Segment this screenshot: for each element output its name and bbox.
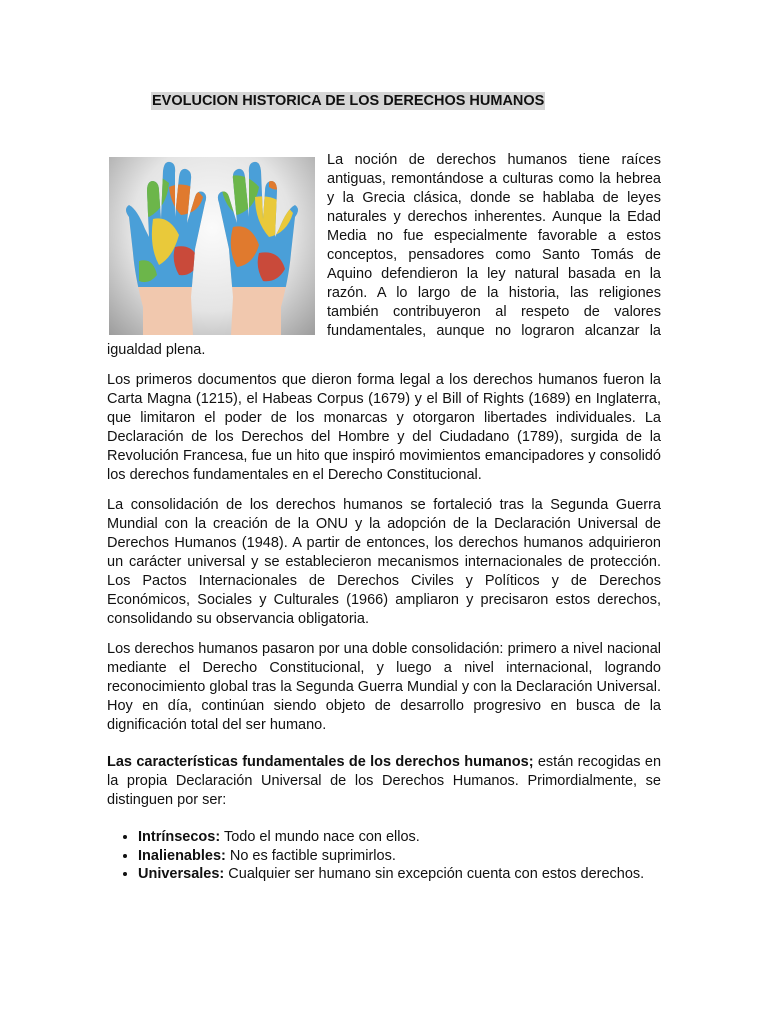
list-item-term: Inalienables: [138, 847, 226, 864]
characteristics-list [107, 828, 661, 884]
paragraph-documents: Los primeros documentos que dieron forma legal a los derechos humanos fueron la Carta Magna (1215), el Habeas Corpus (1679) y el Bill of Rights (1689) en Inglaterra, que limitaron el poder de los monarcas y otorgaron libertades individuales. La Declaración de los Derechos del Hombre y del Ciudadano (1789), surgida de la Revolución Francesa, fue un hito que inspiró movimientos emancipadores y consolidó los derechos fundamentales en el Derecho Constitucional. [107, 372, 661, 483]
list-item [138, 865, 661, 884]
characteristics-lead-rest: están recogidas en la propia Declaración Universal de los Derechos Humanos. Primordialmente, se distinguen por ser: [107, 754, 662, 808]
list-item-term: Intrínsecos: [138, 829, 221, 845]
paragraph-intro: La noción de derechos humanos tiene raíces antiguas, remontándose a culturas como la hebrea y la Grecia clásica, donde se hablaba de leyes naturales y derechos inherentes. Aunque la Edad Media no fue especialmente favorable a estos conceptos, pensadores como Santo Tomás de Aquino defendieron la ley natural basada en la razón. A lo largo de la historia, las religiones también contribuyeron al respeto de valores fundamentales, aunque no lograron alcanzar la igualdad plena. [107, 152, 661, 358]
hands-world-map-image [109, 157, 315, 335]
paragraph-double-consolidation: Los derechos humanos pasaron por una doble consolidación: primero a nivel nacional mediante el Derecho Constitucional, y luego a nivel internacional, logrando reconocimiento global tras la Segunda Guerra Mundial y con la Declaración Universal. Hoy en día, continúan siendo objeto de desarrollo progresivo en busca de la dignificación total del ser humano. [107, 641, 661, 733]
list-item-term: Universales: [138, 866, 225, 882]
document-body [107, 151, 661, 884]
list-item [138, 828, 661, 847]
characteristics-lead-bold: Las características fundamentales de los derechos humanos; [107, 754, 534, 770]
list-item-text: No es factible suprimirlos. [225, 847, 396, 864]
characteristics-lead [107, 753, 661, 810]
list-item [138, 847, 661, 866]
document-title: EVOLUCION HISTORICA DE LOS DERECHOS HUMANOS [152, 93, 545, 109]
list-item-text: Cualquier ser humano sin excepción cuenta con estos derechos. [224, 866, 645, 882]
paragraph-consolidation: La consolidación de los derechos humanos se fortaleció tras la Segunda Guerra Mundial con la creación de la ONU y la adopción de la Declaración Universal de Derechos Humanos (1948). A partir de entonces, los derechos humanos adquirieron un carácter universal y se establecieron mecanismos internacionales de protección. Los Pactos Internacionales de Derechos Civiles y Políticos y de Derechos Económicos, Sociales y Culturales (1966) ampliaron y precisaron estos derechos, consolidando su observancia obligatoria. [107, 497, 661, 627]
list-item-text: Todo el mundo nace con ellos. [220, 829, 420, 845]
